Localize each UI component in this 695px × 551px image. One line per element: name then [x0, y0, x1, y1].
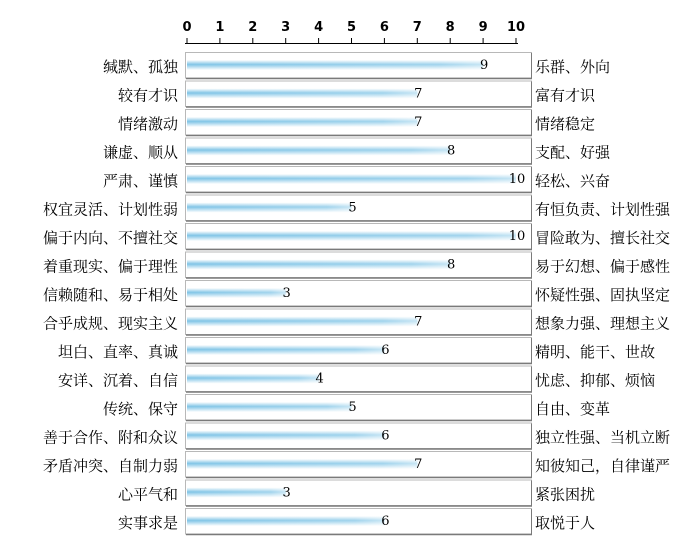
bar-highlight: [187, 516, 384, 526]
left-trait-label: 严肃、谨慎: [102, 172, 178, 190]
x-tick-label: 3: [281, 20, 291, 35]
chart-row: [43, 252, 670, 278]
right-trait-label: 冒险敢为、擅长社交: [535, 229, 671, 247]
x-tick-label: 1: [215, 20, 225, 35]
left-trait-label: 心平气和: [117, 485, 178, 504]
chart-row: [43, 423, 670, 449]
value-label: 7: [414, 115, 423, 130]
value-label: 5: [348, 200, 357, 216]
chart-row: [43, 309, 670, 335]
right-trait-label: 独立性强、当机立断: [535, 428, 671, 447]
left-trait-label: 合乎成规、现实主义: [42, 314, 178, 333]
left-trait-label: 信赖随和、易于相处: [42, 286, 178, 304]
x-tick-label: 9: [478, 20, 488, 35]
chart-row: [58, 338, 655, 364]
bar-highlight: [187, 374, 319, 384]
value-label: 7: [414, 86, 423, 102]
value-label: 8: [447, 143, 456, 159]
chart-row: [118, 480, 595, 506]
right-trait-label: 怀疑性强、固执坚定: [535, 286, 671, 304]
chart-row: [103, 395, 610, 421]
left-trait-label: 较有才识: [117, 86, 178, 105]
chart-row: [118, 509, 595, 535]
right-trait-label: 易于幻想、偏于感性: [535, 257, 671, 276]
chart-row: [43, 281, 670, 307]
x-tick-label: 5: [346, 20, 357, 35]
right-trait-label: 取悦于人: [535, 514, 596, 532]
right-trait-label: 乐群、外向: [535, 58, 611, 76]
value-label: 7: [414, 314, 423, 330]
chart-row: [103, 53, 610, 79]
bar-highlight: [187, 60, 483, 70]
value-label: 3: [282, 485, 291, 501]
x-tick-label: 4: [314, 20, 324, 35]
value-label: 5: [348, 400, 357, 415]
left-trait-label: 缄默、孤独: [102, 58, 178, 76]
right-trait-label: 富有才识: [535, 86, 596, 105]
right-trait-label: 想象力强、理想主义: [535, 314, 671, 333]
x-tick-label: 2: [248, 20, 258, 35]
bar-highlight: [187, 174, 516, 184]
value-label: 6: [381, 428, 390, 444]
value-label: 3: [282, 286, 291, 301]
bar-highlight: [187, 402, 352, 412]
x-tick-label: 10: [506, 20, 526, 35]
bar-highlight: [187, 146, 450, 156]
chart-row: [103, 138, 611, 164]
value-label: 4: [315, 371, 324, 387]
left-trait-label: 矛盾冲突、自制力弱: [42, 457, 178, 475]
value-label: 6: [381, 514, 390, 529]
right-trait-label: 情绪稳定: [535, 115, 596, 133]
bar-highlight: [187, 260, 450, 270]
chart-row: [103, 167, 610, 193]
left-trait-label: 坦白、直率、真诚: [57, 343, 178, 361]
right-trait-label: 知彼知己，自律谨严: [535, 457, 671, 475]
chart-row: [43, 195, 671, 221]
left-trait-label: 传统、保守: [102, 400, 178, 418]
left-trait-label: 安详、沉着、自信: [57, 371, 178, 390]
bar-highlight: [187, 317, 417, 327]
left-trait-label: 情绪激动: [117, 115, 178, 133]
chart-row: [118, 81, 596, 107]
bar-highlight: [187, 288, 286, 298]
left-trait-label: 权宜灵活、计划性弱: [42, 200, 178, 219]
right-trait-label: 紧张困扰: [535, 485, 596, 504]
left-trait-label: 着重现实、偏于理性: [42, 257, 178, 276]
bar-highlight: [187, 459, 417, 469]
bar-highlight: [187, 231, 516, 241]
bar-highlight: [187, 488, 286, 498]
right-trait-label: 忧虑、抑郁、烦恼: [535, 371, 656, 390]
rows: [43, 53, 671, 535]
value-label: 6: [381, 343, 390, 358]
left-trait-label: 偏于内向、不擅社交: [42, 229, 178, 247]
value-label: 10: [508, 172, 526, 187]
value-label: 8: [447, 257, 456, 273]
right-trait-label: 支配、好强: [535, 143, 611, 162]
bar-highlight: [187, 431, 384, 441]
bar-highlight: [187, 345, 384, 355]
right-trait-label: 有恒负责、计划性强: [535, 200, 671, 219]
chart-row: [43, 224, 670, 250]
x-tick-label: 6: [379, 20, 389, 35]
right-trait-label: 轻松、兴奋: [535, 172, 611, 190]
value-label: 10: [508, 229, 526, 244]
right-trait-label: 自由、变革: [535, 400, 611, 418]
x-tick-label: 8: [445, 20, 455, 35]
x-tick-label: 0: [182, 20, 192, 35]
right-trait-label: 精明、能干、世故: [535, 343, 656, 361]
left-trait-label: 实事求是: [117, 514, 178, 532]
bar-highlight: [187, 117, 417, 127]
bar-highlight: [187, 89, 417, 99]
left-trait-label: 谦虚、顺从: [102, 143, 178, 162]
value-label: 7: [414, 457, 423, 472]
chart-row: [43, 452, 670, 478]
x-tick-label: 7: [412, 20, 422, 35]
x-axis: [182, 20, 525, 44]
left-trait-label: 善于合作、附和众议: [42, 428, 178, 447]
chart-row: [118, 110, 595, 136]
value-label: 9: [479, 58, 489, 73]
chart-row: [58, 366, 655, 392]
bar-highlight: [187, 203, 352, 213]
